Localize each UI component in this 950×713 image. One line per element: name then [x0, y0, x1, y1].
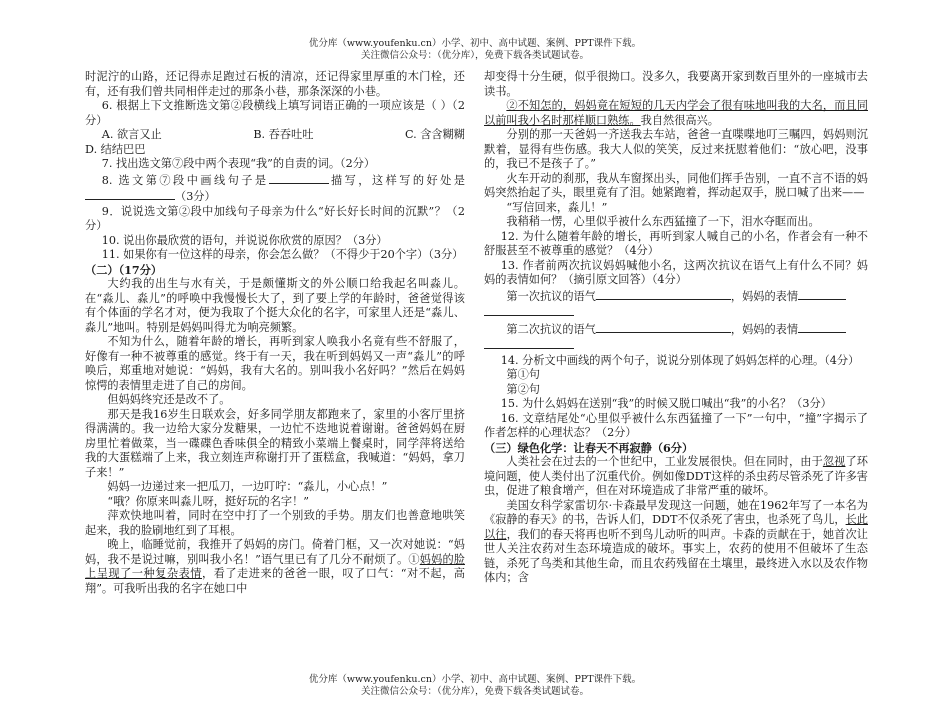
paragraph-text: ，我们的春天将再也听不到鸟儿动听的叫声。卡森的贡献在于，她首次让世人关注农药对生态环境造成的破坏。事实上，农药的使用不但破坏了生态链，杀死了鸟类和其他生命，而且农药残留在土壤里，最终进入水以及农作物体内；含	[484, 527, 868, 584]
question-14: 14. 分析文中画线的两个句子，说说分别体现了妈妈怎样的心理。（4分）	[500, 353, 860, 367]
paragraph-text: 人类社会在过去的一个世纪中，工业发展很快。但在同时，由于	[506, 455, 823, 468]
answer-blank[interactable]	[798, 288, 846, 300]
option-c: C. 含含糊糊	[404, 128, 465, 141]
footer-line-2: 关注微信公众号：（优分库），免费下载各类试题试卷。	[360, 686, 589, 697]
question-10: 10. 说出你最欣赏的语句，并说说你欣赏的原因？（3分）	[101, 233, 388, 247]
underlined-sentence: ②不知怎的，妈妈竟在短短的几天内学会了很有味地叫我的大名，而且同以前叫我小名时那样顺口熟练。	[484, 99, 868, 127]
question-15: 15. 为什么妈妈在送别“我”的时候又脱口喊出“我”的小名？（3分）	[500, 397, 832, 410]
question-13-line-2	[484, 321, 868, 338]
question-14-sentence-2: 第②句	[506, 382, 540, 396]
answer-label: 第二次抗议的语气	[506, 322, 596, 336]
footer-line-1: 优分库（www.youfenku.cn）小学、初中、高中试题、案例、PPT课件下载。	[308, 674, 642, 685]
question-13: 13. 作者前两次抗议妈妈喊他小名，这两次抗议在语气上有什么不同？妈妈的表情如何？（摘引原文回答）（4分）	[484, 258, 868, 286]
underlined-word: 忽视	[822, 455, 846, 468]
page-header	[0, 38, 950, 62]
answer-line	[484, 304, 868, 321]
paragraph-text: 美国女科学家雷切尔·卡森最早发现这一问题，她在1962年写了一本名为《寂静的春天》的书，告诉人们，DDT不仅杀死了害虫，也杀死了鸟儿，	[484, 498, 868, 526]
right-column	[484, 70, 868, 586]
passage-paragraph: 不知为什么，随着年龄的增长，再听到家人唤我小名竟有些不舒服了，好像有一种不被尊重的感觉。终于有一天，我在听到妈妈又一声“淼儿”的呼唤后，郑重地对她说：“妈妈，我有大名的。别叫我小名好吗？”然后在妈妈惊愕的表情里走进了自己的房间。	[85, 335, 465, 392]
question-6: 6. 根据上下文推断选文第②段横线上填写词语正确的一项应该是（ ）（2分）	[85, 99, 465, 127]
answer-blank[interactable]	[596, 288, 731, 300]
answer-blank[interactable]	[484, 304, 574, 316]
passage-paragraph	[484, 499, 868, 586]
answer-label: 第一次抗议的语气	[506, 289, 596, 303]
answer-line	[484, 337, 868, 354]
underlined-word: 长此以往	[484, 513, 868, 541]
passage-paragraph: 火车开动的刹那，我从车窗探出头，同他们挥手告别，一直不言不语的妈妈突然抬起了头，眼里竟有了泪。她紧跑着，挥动起双手，脱口喊了出来——	[484, 171, 868, 199]
header-line-2: 关注微信公众号：（优分库），免费下载各类试题试卷。	[360, 50, 589, 61]
passage-paragraph	[484, 99, 868, 128]
answer-label: ，妈妈的表情	[730, 289, 799, 303]
passage-paragraph: 但妈妈终究还是改不了。	[107, 393, 231, 406]
section-3-heading: （三）绿色化学：让春天不再寂静（6分）	[484, 440, 694, 455]
question-8	[85, 172, 465, 205]
answer-label: ，妈妈的表情	[730, 322, 799, 336]
header-line-1: 优分库（www.youfenku.cn）小学、初中、高中试题、案例、PPT课件下载。	[308, 38, 642, 49]
passage-paragraph: 妈妈一边递过来一把瓜刀，一边叮咛：“淼儿，小心点！”	[107, 480, 388, 493]
question-14-sentence-1: 第①句	[506, 368, 540, 381]
passage-paragraph	[85, 538, 465, 596]
answer-blank[interactable]	[484, 337, 574, 349]
paragraph-text: ，看了走进来的爸爸一眼，叹了口气：“对不起，高翔”。可我听出我的名字在她口中	[85, 567, 465, 595]
question-13-line-1	[484, 288, 868, 305]
answer-blank[interactable]	[798, 321, 846, 333]
answer-blank[interactable]	[596, 321, 731, 333]
passage-paragraph: 时泥泞的山路，还记得赤足跑过石板的清凉，还记得家里厚重的木门栓，还有，还有我们曾共同相伴走过的那条小巷，那条深深的小巷。	[85, 70, 465, 98]
question-16: 16. 文章结尾处“心里似乎被什么东西猛撞了一下”一句中，“撞”字揭示了作者怎样的心理状态？（2分）	[484, 411, 868, 439]
question-7: 7. 找出选文第⑦段中两个表现“我”的自责的词。（2分）	[101, 157, 376, 170]
passage-paragraph: “写信回来，淼儿！”	[506, 200, 608, 214]
question-8-part3: （3分）	[175, 190, 216, 203]
passage-paragraph	[484, 455, 868, 499]
paragraph-text: 我自然很高兴。	[640, 113, 719, 127]
paragraph-text: 晚上，临睡觉前，我推开了妈妈的房门。倚着门框，又一次对她说：“妈妈，我不是说过嘛，别叫我小名！”语气里已有了几分不耐烦了。①	[85, 538, 465, 566]
passage-paragraph: 我稍稍一愣，心里似乎被什么东西猛撞了一下，泪水夺眶而出。	[506, 215, 820, 228]
option-a: A. 欲言又止	[101, 128, 162, 141]
passage-paragraph: 大约我的出生与水有关，于是颇懂斯文的外公顺口给我起名叫淼儿。在“淼儿、淼儿”的呼唤中我慢慢长大了，到了要上学的年龄时，爸爸觉得该有个体面的学名才对，便为我取了个挺大众化的名字，可家里人还是“淼儿、淼儿”地叫。特别是妈妈叫得尤为响亮频繁。	[85, 277, 465, 334]
passage-paragraph: “哦？你原来叫淼儿呀，挺好玩的名字！”	[107, 494, 310, 508]
question-6-options	[85, 128, 465, 143]
section-2-heading: （二）（17分）	[85, 262, 163, 277]
question-8-part2: 描写，这样写的好处是	[328, 173, 465, 187]
left-column	[85, 70, 465, 596]
option-d: D. 结结巴巴	[85, 142, 146, 156]
paragraph-text: 了环境问题，使人类付出了沉重代价。例如像DDT这样的杀虫药尽管杀死了许多害虫，促进了粮食增产，但在对环境造成了非常严重的破坏。	[484, 455, 868, 497]
page-footer	[0, 674, 950, 698]
passage-paragraph: 萍欢快地叫着，同时在空中打了一个别致的手势。朋友们也善意地哄笑起来，我的脸刷地红到了耳根。	[85, 509, 465, 537]
question-9: 9．说说选文第②段中加线句子母亲为什么“好长好长时间的沉默”？（2分）	[85, 204, 465, 232]
question-11: 11. 如果你有一位这样的母亲，你会怎么做？（不得少于20个字）（3分）	[101, 248, 464, 261]
question-12: 12. 为什么随着年龄的增长，再听到家人喊自己的小名，作者会有一种不舒服甚至不被尊重的感觉？（4分）	[484, 229, 868, 257]
passage-paragraph: 分别的那一天爸妈一齐送我去车站，爸爸一直喋喋地叮三嘱四，妈妈则沉默着，显得有些伤感。我大人似的笑笑，反过来抚慰着他们：“放心吧，没事的，我已不是孩子了。”	[484, 128, 868, 170]
underlined-sentence: 妈妈的脸上呈现了一种复杂表情	[85, 552, 465, 580]
passage-paragraph: 却变得十分生硬，似乎很拗口。没多久，我要离开家到数百里外的一座城市去读书。	[484, 70, 868, 98]
answer-blank[interactable]	[269, 172, 329, 184]
answer-blank[interactable]	[85, 188, 175, 200]
passage-paragraph: 那天是我16岁生日联欢会，好多同学朋友都跑来了，家里的小客厅里挤得满满的。我一边给大家分发糖果，一边忙不迭地说着谢谢。爸爸妈妈在厨房里忙着做菜，当一碟碟色香味俱全的精致小菜端上餐桌时，同学萍将送给我的大蛋糕端了上来，我立刻连声称谢打开了蛋糕盒，我喊道：“妈妈，拿刀子来！”	[85, 407, 465, 479]
option-b: B. 吞吞吐吐	[253, 128, 314, 141]
question-8-part1: 8. 选文第⑦段中画线句子是	[101, 173, 269, 187]
